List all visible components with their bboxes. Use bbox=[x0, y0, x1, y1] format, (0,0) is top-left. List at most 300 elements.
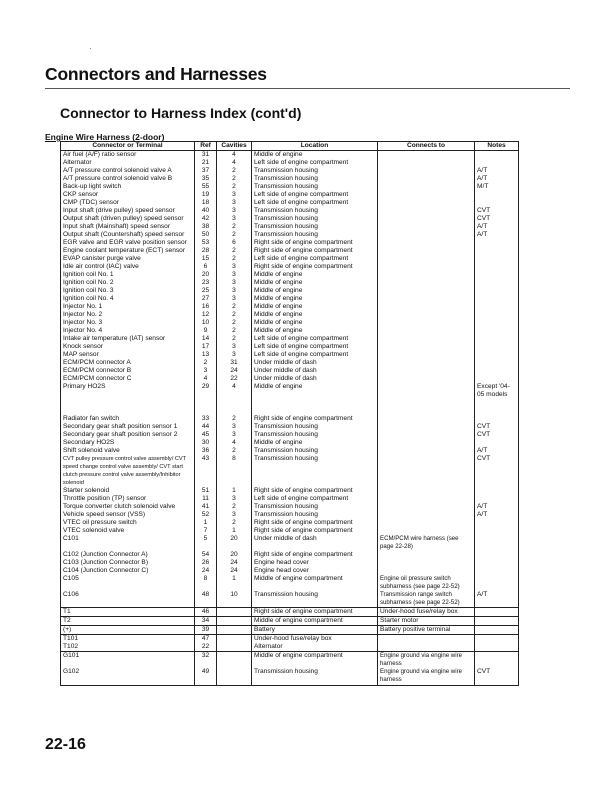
cell-notes bbox=[475, 151, 519, 160]
cell-connects-to: Battery positive terminal bbox=[378, 626, 475, 635]
cell-connector: Throttle position (TP) sensor bbox=[61, 495, 195, 503]
cell-cavities: 3 bbox=[217, 431, 252, 439]
cell-location: Alternator bbox=[252, 643, 378, 652]
cell-ref: 49 bbox=[195, 668, 217, 686]
cell-notes bbox=[475, 575, 519, 591]
cell-ref: 52 bbox=[195, 511, 217, 519]
cell-ref: 42 bbox=[195, 215, 217, 223]
cell-cavities: 3 bbox=[217, 191, 252, 199]
cell-cavities: 4 bbox=[217, 159, 252, 167]
table-row bbox=[61, 159, 519, 167]
cell-notes bbox=[475, 319, 519, 327]
cell-connector: Engine coolant temperature (ECT) sensor bbox=[61, 247, 195, 255]
cell-cavities bbox=[217, 635, 252, 644]
cell-location: Left side of engine compartment bbox=[252, 351, 378, 359]
table-row bbox=[61, 183, 519, 191]
cell-notes: A/T bbox=[475, 175, 519, 183]
cell-ref: 27 bbox=[195, 295, 217, 303]
table-row bbox=[61, 551, 519, 559]
cell-location: Right side of engine compartment bbox=[252, 415, 378, 423]
cell-location: Transmission housing bbox=[252, 207, 378, 215]
table-row bbox=[61, 279, 519, 287]
cell-connector: Output shaft (Countershaft) speed sensor bbox=[61, 231, 195, 239]
cell-connector: C106 bbox=[61, 591, 195, 608]
cell-cavities bbox=[217, 652, 252, 669]
table-body bbox=[61, 151, 519, 686]
section-heading: Engine Wire Harness (2-door) bbox=[45, 132, 165, 142]
cell-cavities: 2 bbox=[217, 175, 252, 183]
cell-notes bbox=[475, 199, 519, 207]
cell-location: Left side of engine compartment bbox=[252, 159, 378, 167]
table-row bbox=[61, 207, 519, 215]
cell-connector: Ignition coil No. 2 bbox=[61, 279, 195, 287]
cell-ref: 5 bbox=[195, 535, 217, 551]
cell-connects-to: Transmission range switch subharness (see page 22-52) bbox=[378, 591, 475, 608]
cell-connects-to bbox=[378, 183, 475, 191]
cell-ref: 51 bbox=[195, 487, 217, 495]
cell-ref: 1 bbox=[195, 519, 217, 527]
cell-connects-to bbox=[378, 215, 475, 223]
cell-notes: A/T bbox=[475, 447, 519, 455]
header-connects-to: Connects to bbox=[378, 142, 475, 151]
table-row bbox=[61, 343, 519, 351]
cell-location: Under-hood fuse/relay box bbox=[252, 635, 378, 644]
table-row bbox=[61, 608, 519, 617]
cell-cavities: 1 bbox=[217, 575, 252, 591]
cell-connector: Secondary HO2S bbox=[61, 439, 195, 447]
cell-notes: Except '04-05 models bbox=[475, 383, 519, 415]
cell-notes: A/T bbox=[475, 591, 519, 608]
cell-location: Middle of engine compartment bbox=[252, 652, 378, 669]
cell-ref: 40 bbox=[195, 207, 217, 215]
cell-location: Middle of engine bbox=[252, 319, 378, 327]
table-row bbox=[61, 635, 519, 644]
table-row bbox=[61, 335, 519, 343]
cell-ref: 41 bbox=[195, 503, 217, 511]
cell-ref: 22 bbox=[195, 643, 217, 652]
cell-connects-to bbox=[378, 263, 475, 271]
cell-connects-to bbox=[378, 415, 475, 423]
header-notes: Notes bbox=[475, 142, 519, 151]
cell-ref: 21 bbox=[195, 159, 217, 167]
cell-connector: G102 bbox=[61, 668, 195, 686]
cell-connector: Vehicle speed sensor (VSS) bbox=[61, 511, 195, 519]
cell-connects-to bbox=[378, 551, 475, 559]
cell-cavities: 4 bbox=[217, 151, 252, 160]
cell-notes bbox=[475, 617, 519, 626]
cell-location: Transmission housing bbox=[252, 223, 378, 231]
page-title: Connectors and Harnesses bbox=[45, 64, 267, 84]
cell-notes bbox=[475, 343, 519, 351]
cell-ref: 43 bbox=[195, 455, 217, 487]
cell-ref: 38 bbox=[195, 223, 217, 231]
cell-notes: CVT bbox=[475, 215, 519, 223]
cell-location: Middle of engine bbox=[252, 327, 378, 335]
cell-notes bbox=[475, 375, 519, 383]
cell-connects-to bbox=[378, 335, 475, 343]
table-row bbox=[61, 151, 519, 160]
cell-connects-to bbox=[378, 367, 475, 375]
cell-connector: C104 (Junction Connector C) bbox=[61, 567, 195, 575]
cell-location: Right side of engine compartment bbox=[252, 263, 378, 271]
cell-ref: 10 bbox=[195, 319, 217, 327]
cell-cavities: 24 bbox=[217, 559, 252, 567]
cell-connector: T102 bbox=[61, 643, 195, 652]
cell-notes bbox=[475, 367, 519, 375]
cell-connects-to: Engine ground via engine wire harness bbox=[378, 668, 475, 686]
cell-cavities: 3 bbox=[217, 351, 252, 359]
cell-ref: 29 bbox=[195, 383, 217, 415]
cell-notes bbox=[475, 271, 519, 279]
cell-connects-to bbox=[378, 207, 475, 215]
table-row bbox=[61, 367, 519, 375]
cell-connects-to: Engine oil pressure switch subharness (see page 22-52) bbox=[378, 575, 475, 591]
table-row bbox=[61, 375, 519, 383]
cell-connects-to bbox=[378, 223, 475, 231]
table-row bbox=[61, 617, 519, 626]
table-row bbox=[61, 247, 519, 255]
table-row bbox=[61, 431, 519, 439]
cell-ref: 44 bbox=[195, 423, 217, 431]
cell-cavities: 31 bbox=[217, 359, 252, 367]
table-row bbox=[61, 287, 519, 295]
cell-notes bbox=[475, 247, 519, 255]
cell-notes bbox=[475, 351, 519, 359]
cell-connector: Injector No. 4 bbox=[61, 327, 195, 335]
cell-notes: CVT bbox=[475, 668, 519, 686]
cell-connects-to bbox=[378, 383, 475, 415]
cell-notes bbox=[475, 487, 519, 495]
cell-location: Right side of engine compartment bbox=[252, 487, 378, 495]
cell-location: Middle of engine bbox=[252, 311, 378, 319]
cell-location: Right side of engine compartment bbox=[252, 239, 378, 247]
cell-location: Transmission housing bbox=[252, 447, 378, 455]
cell-connects-to bbox=[378, 247, 475, 255]
cell-ref: 16 bbox=[195, 303, 217, 311]
cell-connector: CKP sensor bbox=[61, 191, 195, 199]
cell-connector: Output shaft (driven pulley) speed sensor bbox=[61, 215, 195, 223]
cell-cavities: 2 bbox=[217, 311, 252, 319]
cell-ref: 25 bbox=[195, 287, 217, 295]
cell-notes bbox=[475, 255, 519, 263]
cell-ref: 53 bbox=[195, 239, 217, 247]
cell-connector: Idle air control (IAC) valve bbox=[61, 263, 195, 271]
cell-connector: Primary HO2S bbox=[61, 383, 195, 415]
cell-ref: 48 bbox=[195, 591, 217, 608]
cell-location: Transmission housing bbox=[252, 431, 378, 439]
cell-ref: 46 bbox=[195, 608, 217, 617]
cell-connects-to bbox=[378, 495, 475, 503]
cell-notes bbox=[475, 263, 519, 271]
cell-connects-to bbox=[378, 159, 475, 167]
table-row bbox=[61, 511, 519, 519]
cell-connects-to bbox=[378, 239, 475, 247]
cell-connects-to bbox=[378, 295, 475, 303]
cell-connects-to bbox=[378, 199, 475, 207]
cell-notes bbox=[475, 303, 519, 311]
header-connector: Connector or Terminal bbox=[61, 142, 195, 151]
cell-ref: 33 bbox=[195, 415, 217, 423]
cell-notes: A/T bbox=[475, 511, 519, 519]
cell-location: Transmission housing bbox=[252, 183, 378, 191]
cell-cavities: 3 bbox=[217, 423, 252, 431]
cell-connector: Radiator fan switch bbox=[61, 415, 195, 423]
cell-cavities: 2 bbox=[217, 303, 252, 311]
cell-notes bbox=[475, 519, 519, 527]
table-row bbox=[61, 643, 519, 652]
cell-connector: Injector No. 1 bbox=[61, 303, 195, 311]
cell-ref: 23 bbox=[195, 279, 217, 287]
cell-cavities: 24 bbox=[217, 567, 252, 575]
cell-cavities: 1 bbox=[217, 527, 252, 535]
header-location: Location bbox=[252, 142, 378, 151]
table-row bbox=[61, 383, 519, 415]
cell-cavities bbox=[217, 668, 252, 686]
cell-ref: 30 bbox=[195, 439, 217, 447]
cell-notes: M/T bbox=[475, 183, 519, 191]
table-row bbox=[61, 455, 519, 487]
cell-location: Battery bbox=[252, 626, 378, 635]
cell-connector: C103 (Junction Connector B) bbox=[61, 559, 195, 567]
cell-ref: 18 bbox=[195, 199, 217, 207]
cell-connector: Input shaft (drive pulley) speed sensor bbox=[61, 207, 195, 215]
table-row bbox=[61, 303, 519, 311]
cell-connector: G101 bbox=[61, 652, 195, 669]
table-row bbox=[61, 559, 519, 567]
cell-notes bbox=[475, 567, 519, 575]
cell-location: Transmission housing bbox=[252, 591, 378, 608]
cell-location: Transmission housing bbox=[252, 511, 378, 519]
cell-connector: A/T pressure control solenoid valve A bbox=[61, 167, 195, 175]
cell-connector: ECM/PCM connector B bbox=[61, 367, 195, 375]
cell-notes bbox=[475, 295, 519, 303]
table-row bbox=[61, 319, 519, 327]
cell-connector: Ignition coil No. 4 bbox=[61, 295, 195, 303]
cell-connects-to bbox=[378, 567, 475, 575]
cell-ref: 15 bbox=[195, 255, 217, 263]
cell-notes: A/T bbox=[475, 231, 519, 239]
table-row bbox=[61, 487, 519, 495]
cell-location: Middle of engine compartment bbox=[252, 617, 378, 626]
header-ref: Ref bbox=[195, 142, 217, 151]
cell-connector: (+) bbox=[61, 626, 195, 635]
table-row bbox=[61, 295, 519, 303]
table-row bbox=[61, 447, 519, 455]
cell-connects-to bbox=[378, 375, 475, 383]
cell-connector: T1 bbox=[61, 608, 195, 617]
cell-connects-to bbox=[378, 527, 475, 535]
cell-location: Transmission housing bbox=[252, 503, 378, 511]
cell-connector: Back-up light switch bbox=[61, 183, 195, 191]
table-row bbox=[61, 439, 519, 447]
cell-notes bbox=[475, 327, 519, 335]
cell-connector: VTEC solenoid valve bbox=[61, 527, 195, 535]
cell-connects-to bbox=[378, 303, 475, 311]
cell-connects-to: Under-hood fuse/relay box bbox=[378, 608, 475, 617]
cell-connects-to bbox=[378, 327, 475, 335]
title-divider bbox=[45, 88, 570, 89]
cell-cavities: 6 bbox=[217, 239, 252, 247]
cell-location: Middle of engine bbox=[252, 287, 378, 295]
cell-connector: Intake air temperature (IAT) sensor bbox=[61, 335, 195, 343]
cell-cavities: 3 bbox=[217, 511, 252, 519]
table-row bbox=[61, 311, 519, 319]
cell-connects-to bbox=[378, 431, 475, 439]
table-row bbox=[61, 191, 519, 199]
cell-connector: Air fuel (A/F) ratio sensor bbox=[61, 151, 195, 160]
cell-notes: CVT bbox=[475, 455, 519, 487]
table-row bbox=[61, 327, 519, 335]
cell-connector: Starter solenoid bbox=[61, 487, 195, 495]
cell-connector: VTEC oil pressure switch bbox=[61, 519, 195, 527]
cell-connector: C101 bbox=[61, 535, 195, 551]
table-row bbox=[61, 351, 519, 359]
table-row bbox=[61, 215, 519, 223]
cell-notes bbox=[475, 635, 519, 644]
cell-ref: 26 bbox=[195, 559, 217, 567]
cell-location: Left side of engine compartment bbox=[252, 343, 378, 351]
cell-cavities: 2 bbox=[217, 415, 252, 423]
table-row bbox=[61, 527, 519, 535]
cell-connector: Alternator bbox=[61, 159, 195, 167]
cell-cavities: 2 bbox=[217, 247, 252, 255]
cell-location: Transmission housing bbox=[252, 423, 378, 431]
cell-ref: 20 bbox=[195, 271, 217, 279]
cell-cavities: 4 bbox=[217, 383, 252, 415]
cell-connector: EGR valve and EGR valve position sensor bbox=[61, 239, 195, 247]
cell-ref: 19 bbox=[195, 191, 217, 199]
cell-location: Middle of engine bbox=[252, 271, 378, 279]
cell-location: Transmission housing bbox=[252, 231, 378, 239]
cell-connects-to bbox=[378, 167, 475, 175]
cell-notes bbox=[475, 415, 519, 423]
cell-cavities: 3 bbox=[217, 287, 252, 295]
cell-connects-to: Starter motor bbox=[378, 617, 475, 626]
page-number: 22-16 bbox=[45, 736, 86, 753]
cell-notes bbox=[475, 559, 519, 567]
cell-ref: 28 bbox=[195, 247, 217, 255]
cell-notes bbox=[475, 191, 519, 199]
cell-ref: 32 bbox=[195, 652, 217, 669]
connector-index-table bbox=[60, 141, 519, 686]
cell-cavities: 3 bbox=[217, 295, 252, 303]
cell-connector: Ignition coil No. 1 bbox=[61, 271, 195, 279]
cell-connector: MAP sensor bbox=[61, 351, 195, 359]
cell-connects-to bbox=[378, 359, 475, 367]
cell-connector: Injector No. 2 bbox=[61, 311, 195, 319]
cell-connects-to: Engine ground via engine wire harness bbox=[378, 652, 475, 669]
cell-notes bbox=[475, 159, 519, 167]
cell-connector: EVAP canister purge valve bbox=[61, 255, 195, 263]
cell-connects-to: ECM/PCM wire harness (see page 22-28) bbox=[378, 535, 475, 551]
cell-location: Middle of engine bbox=[252, 303, 378, 311]
cell-cavities: 20 bbox=[217, 535, 252, 551]
cell-notes bbox=[475, 311, 519, 319]
cell-cavities: 22 bbox=[217, 375, 252, 383]
cell-connector: C105 bbox=[61, 575, 195, 591]
cell-connects-to bbox=[378, 279, 475, 287]
cell-connector: ECM/PCM connector A bbox=[61, 359, 195, 367]
cell-cavities: 3 bbox=[217, 199, 252, 207]
cell-connector: C102 (Junction Connector A) bbox=[61, 551, 195, 559]
cell-location: Under middle of dash bbox=[252, 367, 378, 375]
cell-cavities: 3 bbox=[217, 495, 252, 503]
table-row bbox=[61, 495, 519, 503]
cell-ref: 39 bbox=[195, 626, 217, 635]
cell-connects-to bbox=[378, 519, 475, 527]
cell-location: Transmission housing bbox=[252, 175, 378, 183]
cell-location: Left side of engine compartment bbox=[252, 255, 378, 263]
cell-notes bbox=[475, 608, 519, 617]
table-row bbox=[61, 626, 519, 635]
cell-connector: T101 bbox=[61, 635, 195, 644]
cell-notes: CVT bbox=[475, 207, 519, 215]
cell-notes bbox=[475, 495, 519, 503]
cell-cavities: 2 bbox=[217, 503, 252, 511]
cell-connector: Shift solenoid valve bbox=[61, 447, 195, 455]
cell-ref: 3 bbox=[195, 367, 217, 375]
cell-connects-to bbox=[378, 455, 475, 487]
cell-connects-to bbox=[378, 151, 475, 160]
cell-notes bbox=[475, 643, 519, 652]
cell-location: Engine head cover bbox=[252, 567, 378, 575]
cell-cavities: 4 bbox=[217, 439, 252, 447]
cell-cavities: 2 bbox=[217, 223, 252, 231]
cell-ref: 4 bbox=[195, 375, 217, 383]
cell-connector: T2 bbox=[61, 617, 195, 626]
cell-cavities bbox=[217, 617, 252, 626]
cell-ref: 12 bbox=[195, 311, 217, 319]
cell-ref: 14 bbox=[195, 335, 217, 343]
cell-connects-to bbox=[378, 319, 475, 327]
cell-cavities: 2 bbox=[217, 167, 252, 175]
cell-notes: A/T bbox=[475, 223, 519, 231]
cell-location: Under middle of dash bbox=[252, 535, 378, 551]
table-row bbox=[61, 231, 519, 239]
cell-cavities: 1 bbox=[217, 487, 252, 495]
cell-connects-to bbox=[378, 423, 475, 431]
cell-location: Middle of engine bbox=[252, 295, 378, 303]
cell-location: Middle of engine bbox=[252, 383, 378, 415]
cell-ref: 9 bbox=[195, 327, 217, 335]
cell-connector: Torque converter clutch solenoid valve bbox=[61, 503, 195, 511]
table-row bbox=[61, 519, 519, 527]
table-row bbox=[61, 175, 519, 183]
header-cavities: Cavities bbox=[217, 142, 252, 151]
table-row bbox=[61, 423, 519, 431]
cell-location: Left side of engine compartment bbox=[252, 191, 378, 199]
cell-ref: 7 bbox=[195, 527, 217, 535]
cell-location: Right side of engine compartment bbox=[252, 608, 378, 617]
cell-notes bbox=[475, 359, 519, 367]
cell-connects-to bbox=[378, 511, 475, 519]
cell-connects-to bbox=[378, 343, 475, 351]
cell-ref: 54 bbox=[195, 551, 217, 559]
cell-location: Engine head cover bbox=[252, 559, 378, 567]
cell-connects-to bbox=[378, 271, 475, 279]
cell-location: Left side of engine compartment bbox=[252, 495, 378, 503]
cell-cavities: 2 bbox=[217, 335, 252, 343]
scan-speck bbox=[90, 48, 91, 49]
cell-connector: Secondary gear shaft position sensor 1 bbox=[61, 423, 195, 431]
cell-cavities: 24 bbox=[217, 367, 252, 375]
table-row bbox=[61, 239, 519, 247]
cell-location: Right side of engine compartment bbox=[252, 247, 378, 255]
cell-location: Right side of engine compartment bbox=[252, 527, 378, 535]
cell-notes bbox=[475, 626, 519, 635]
table-row bbox=[61, 223, 519, 231]
table-row bbox=[61, 415, 519, 423]
